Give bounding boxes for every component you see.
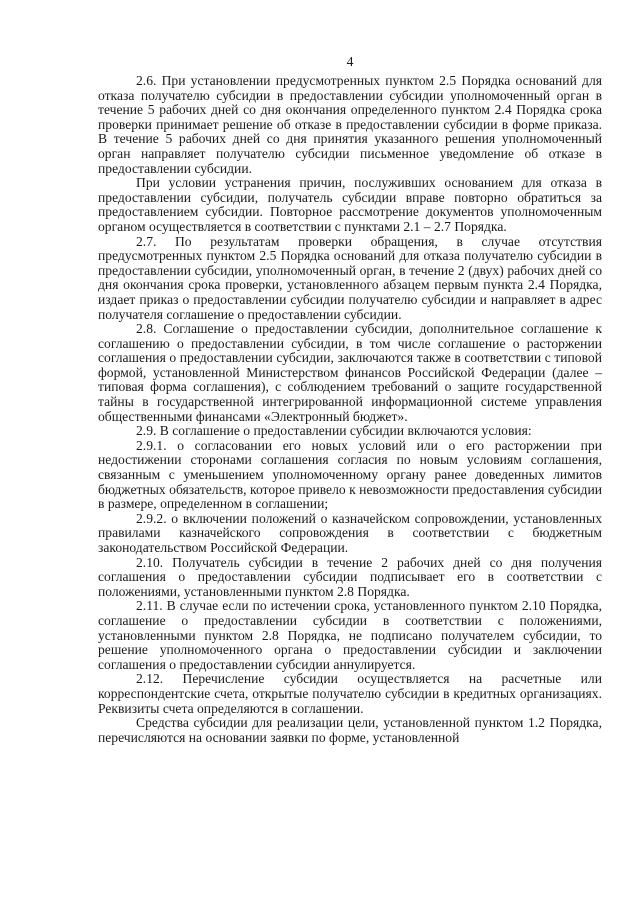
page-number: 4 [346, 54, 354, 69]
paragraph-2-9-2: 2.9.2. о включении положений о казначейском сопровождении, установленных правилами казначейского сопровождения в соответствии с бюджетным законодательством Российской Федерации. [98, 510, 602, 555]
paragraph-2-9: 2.9. В соглашение о предоставлении субсидии включаются условия: [136, 423, 532, 439]
paragraph-2-10: 2.10. Получатель субсидии в течение 2 рабочих дней со дня получения соглашения о предоставлении субсидии подписывает его в соответствии с положениями, установленными пунктом 2.8 Порядка. [98, 554, 602, 599]
paragraph-2-6: 2.6. При установлении предусмотренных пунктом 2.5 Порядка оснований для отказа получателю субсидии в предоставлении субсидии уполномоченный орган в течение 5 рабочих дней со дня окончания определенного пунктом 2.4 Порядка срока проверки принимает решение об отказе в предоставлении субсидии в форме приказа. В течение 5 рабочих дней со дня принятия указанного решения уполномоченный орган направляет получателю субсидии письменное уведомление об отказе в предоставлении субсидии. [98, 73, 602, 176]
paragraph-2-6-resubmission: При условии устранения причин, послуживших основанием для отказа в предоставлении субсидии, получатель субсидии вправе повторно обратиться за предоставлением субсидии. Повторное рассмотрение документов уполномоченным органом осуществляется в соответствии с пунктами 2.1 – 2.7 Порядка. [98, 175, 602, 234]
paragraph-2-12: 2.12. Перечисление субсидии осуществляется на расчетные или корреспондентские счета, открытые получателю субсидии в кредитных организациях. Реквизиты счета определяются в соглашении. [98, 671, 602, 716]
paragraph-2-9-1: 2.9.1. о согласовании его новых условий или о его расторжении при недостижении сторонами соглашения согласия по новым условиям соглашения, связанным с уменьшением уполномоченному органу ранее доведенных лимитов бюджетных обязательств, которое привело к невозможности предоставления субсидии в размере, определенном в соглашении; [98, 437, 602, 512]
document-page [98, 54, 602, 745]
paragraph-2-8: 2.8. Соглашение о предоставлении субсидии, дополнительное соглашение к соглашению о предоставлении субсидии, в том числе соглашение о расторжении соглашения о предоставлении субсидии, заключаются также в соответствии с типовой формой, установленной Министерством финансов Российской Федерации (далее – типовая форма соглашения), с соблюдением требований о защите государственной тайны в государственной интегрированной информационной системе управления общественными финансами «Электронный бюджет». [98, 321, 602, 424]
paragraph-2-11: 2.11. В случае если по истечении срока, установленного пунктом 2.10 Порядка, соглашение о предоставлении субсидии в соответствии с положениями, установленными пунктом 2.8 Порядка, не подписано получателем субсидии, то решение уполномоченного органа о предоставлении субсидии и заключении соглашения о предоставлении субсидии аннулируется. [98, 598, 602, 672]
paragraph-2-12-funds: Средства субсидии для реализации цели, установленной пунктом 1.2 Порядка, перечисляются на основании заявки по форме, установленной [98, 715, 602, 745]
paragraph-2-7: 2.7. По результатам проверки обращения, в случае отсутствия предусмотренных пунктом 2.5 Порядка оснований для отказа получателю субсидии в предоставлении субсидии, уполномоченный орган, в течение 2 (двух) рабочих дней со дня окончания срока проверки, установленного абзацем первым пункта 2.4 Порядка, издает приказ о предоставлении субсидии получателю субсидии и направляет в адрес получателя соглашение о предоставлении субсидии. [98, 233, 602, 322]
